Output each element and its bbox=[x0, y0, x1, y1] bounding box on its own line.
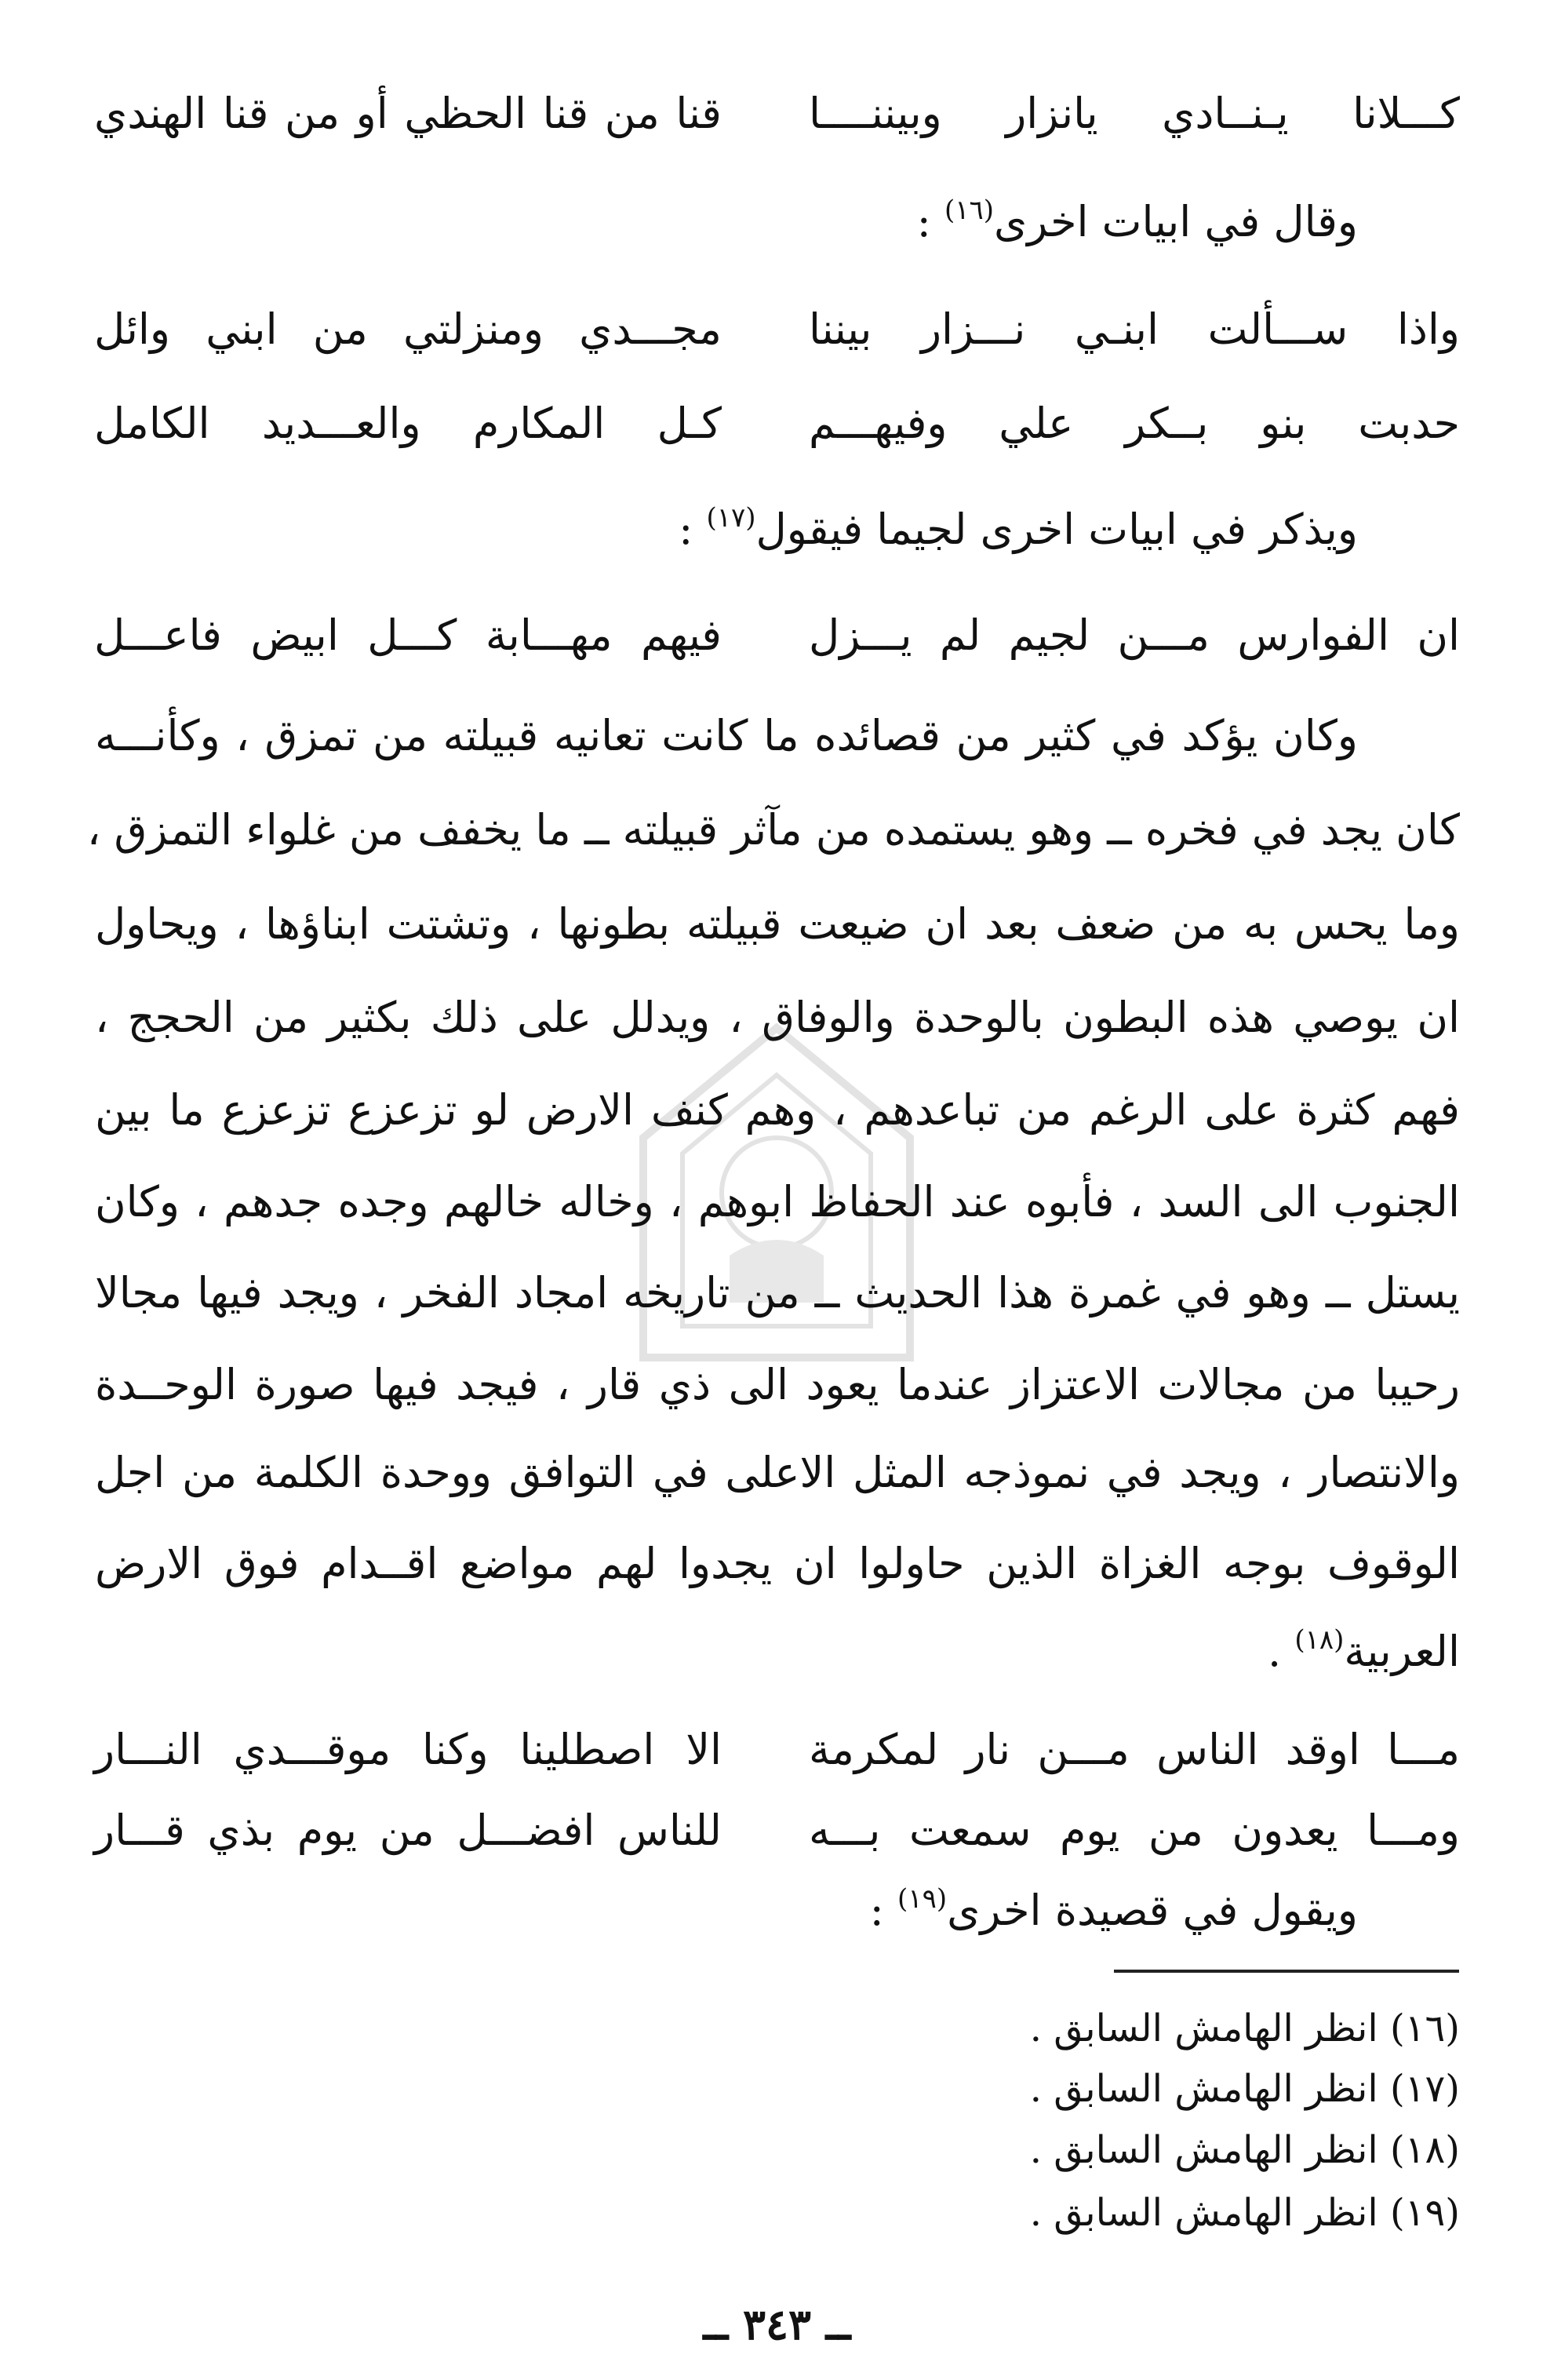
intro2-text: ويذكر في ابيات اخرى لجيما فيقول bbox=[755, 505, 1358, 554]
footnote-ref-16: (١٦) bbox=[944, 195, 995, 226]
footnote-ref-18: (١٨) bbox=[1294, 1624, 1345, 1656]
intro3-colon: : bbox=[869, 1886, 884, 1935]
prose-line: وما يحس به من ضعف بعد ان ضيعت قبيلته بطونها ، وتشتت ابناؤها ، ويحاول bbox=[95, 899, 1460, 949]
prose-line: فهم كثرة على الرغم من تباعدهم ، وهم كنف الارض لو تزعزع تزعزع ما بين bbox=[95, 1085, 1460, 1135]
footnote-17 bbox=[1030, 2065, 1460, 2112]
intro1-colon: : bbox=[916, 197, 931, 246]
footnote-19 bbox=[1030, 2189, 1460, 2236]
prose-last-line bbox=[1268, 1624, 1460, 1679]
verse3-left-hemistich: فيهم مهـــابة كـــل ابيض فاعـــل bbox=[94, 610, 722, 660]
verse2-line1-left: مجـــدي ومنزلتي من ابني وائل bbox=[94, 304, 722, 354]
footnote-ref-17: (١٧) bbox=[706, 502, 756, 534]
page-number: ــ ٣٤٣ ــ bbox=[703, 2299, 851, 2349]
footnote-text: انظر الهامش السابق . bbox=[1029, 2006, 1378, 2050]
verse3-right-hemistich: ان الفوارس مـــن لجيم لم يـــزل bbox=[809, 610, 1460, 660]
footnote-ref-19: (١٩) bbox=[897, 1883, 948, 1915]
prose-line: يستل ــ وهو في غمرة هذا الحديث ــ من تاريخه امجاد الفخر ، ويجد فيها مجالا bbox=[95, 1268, 1460, 1318]
verse4-line2-right: ومـــا يعدون من يوم سمعت بـــه bbox=[809, 1806, 1460, 1855]
verse1-left-hemistich: قنا من قنا الحظي أو من قنا الهندي bbox=[94, 89, 722, 138]
verse4-line1-left: الا اصطلينا وكنا موقـــدي النـــار bbox=[94, 1725, 722, 1774]
footnote-16 bbox=[1030, 2005, 1460, 2052]
prose-last-text: العربية bbox=[1344, 1627, 1460, 1676]
intro3-text: ويقول في قصيدة اخرى bbox=[947, 1886, 1358, 1935]
intro2-colon: : bbox=[679, 505, 693, 554]
footnote-number: (١٦) bbox=[1389, 2006, 1460, 2050]
prose-line: الجنوب الى السد ، فأبوه عند الحفاظ ابوهم ، وخاله خالهم وجده جدهم ، وكان bbox=[95, 1177, 1460, 1226]
prose-line: رحيبا من مجالات الاعتزاز عندما يعود الى ذي قار ، فيجد فيها صورة الوحــدة bbox=[95, 1360, 1460, 1409]
intro1-text: وقال في ابيات اخرى bbox=[994, 197, 1358, 246]
verse2-line2-right: حدبت بنو بــكر علي وفيهـــم bbox=[809, 399, 1460, 448]
footnote-number: (١٧) bbox=[1389, 2067, 1460, 2111]
footnote-text: انظر الهامش السابق . bbox=[1029, 2128, 1378, 2172]
footnote-number: (١٨) bbox=[1389, 2128, 1460, 2172]
intro1-line bbox=[917, 195, 1358, 250]
prose-line: وكان يؤكد في كثير من قصائده ما كانت تعانيه قبيلته من تمزق ، وكأنـــه bbox=[95, 711, 1358, 760]
verse4-line2-left: للناس افضـــل من يوم بذي قـــار bbox=[94, 1806, 722, 1855]
footnote-text: انظر الهامش السابق . bbox=[1029, 2067, 1378, 2111]
verse2-line1-right: واذا ســـألت ابنـي نـــزار بيننا bbox=[809, 304, 1460, 354]
intro2-line bbox=[679, 502, 1358, 557]
prose-last-period: . bbox=[1268, 1627, 1282, 1676]
intro3-line bbox=[870, 1883, 1358, 1938]
footnote-number: (١٩) bbox=[1389, 2191, 1460, 2235]
footnote-text: انظر الهامش السابق . bbox=[1029, 2191, 1378, 2235]
verse2-line2-left: كـل المكارم والعـــديد الكامل bbox=[94, 399, 722, 448]
footnote-18 bbox=[1030, 2127, 1460, 2174]
verse4-line1-right: مـــا اوقد الناس مـــن نار لمكرمة bbox=[809, 1725, 1460, 1774]
verse1-right-hemistich: كـــلانا يـنــادي يانزار وبيننــــا bbox=[809, 89, 1460, 138]
prose-line: ان يوصي هذه البطون بالوحدة والوفاق ، ويدلل على ذلك بكثير من الحجج ، bbox=[95, 993, 1460, 1042]
prose-line: والانتصار ، ويجد في نموذجه المثل الاعلى في التوافق ووحدة الكلمة من اجل bbox=[95, 1448, 1460, 1497]
prose-line: الوقوف بوجه الغزاة الذين حاولوا ان يجدوا لهم مواضع اقــدام فوق الارض bbox=[95, 1539, 1460, 1588]
prose-line: كان يجد في فخره ــ وهو يستمده من مآثر قبيلته ــ ما يخفف من غلواء التمزق ، bbox=[86, 805, 1460, 855]
footnote-separator bbox=[1114, 1970, 1459, 1973]
